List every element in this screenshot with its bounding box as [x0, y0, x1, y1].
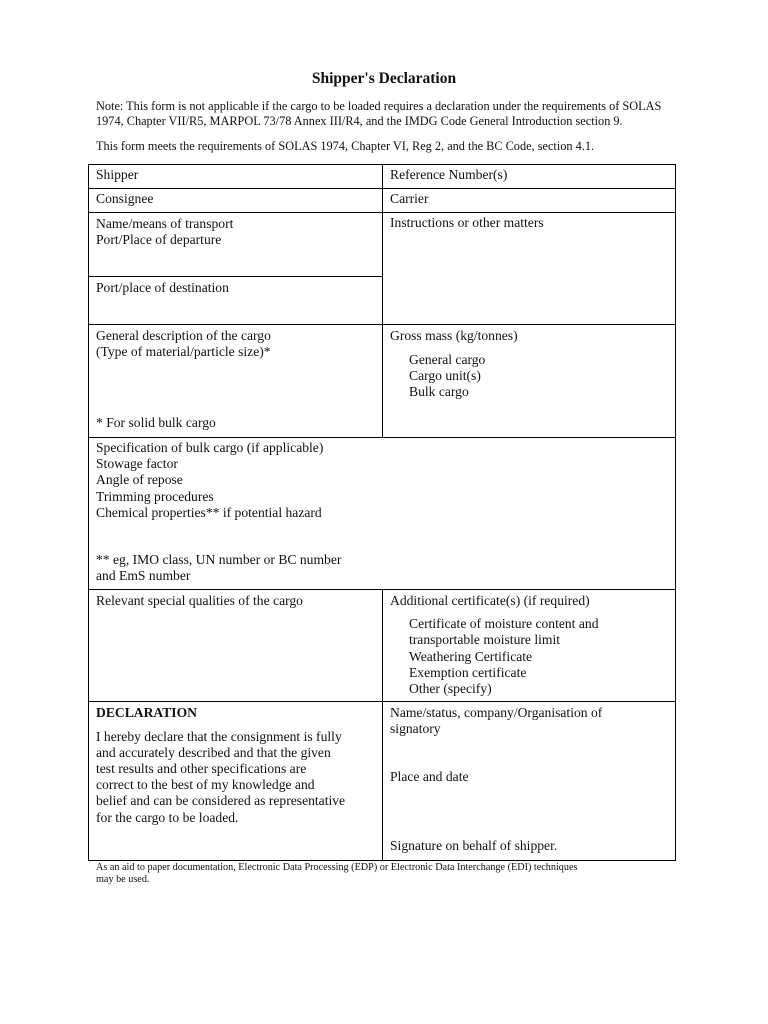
declaration-line-4: correct to the best of my knowledge and [96, 777, 315, 792]
shipper-label: Shipper [96, 167, 139, 182]
spec-line-4: Trimming procedures [96, 489, 214, 504]
declaration-heading: DECLARATION [96, 705, 197, 720]
certificate-item-1-cont: transportable moisture limit [409, 632, 561, 647]
special-qualities-label: Relevant special qualities of the cargo [96, 593, 303, 608]
signature-label: Signature on behalf of shipper. [390, 838, 558, 853]
spec-footnote-line-1: ** eg, IMO class, UN number or BC number [96, 552, 342, 567]
table-border-right [675, 164, 676, 861]
footer-note-line-2: may be used. [96, 874, 150, 885]
spec-line-3: Angle of repose [96, 472, 183, 487]
instructions-label: Instructions or other matters [390, 215, 544, 230]
certificate-item-3: Exemption certificate [409, 665, 527, 680]
reference-number-label: Reference Number(s) [390, 167, 508, 182]
applicability-note-line-2: 1974, Chapter VII/R5, MARPOL 73/78 Annex III/R4, and the IMDG Code General Introduction section 9. [96, 114, 623, 128]
spec-line-5: Chemical properties** if potential hazard [96, 505, 322, 520]
transport-label: Name/means of transport [96, 216, 234, 231]
spec-line-2: Stowage factor [96, 456, 178, 471]
certificate-item-1: Certificate of moisture content and [409, 616, 599, 631]
gross-item-general: General cargo [409, 352, 486, 367]
requirements-note: This form meets the requirements of SOLAS 1974, Chapter VI, Reg 2, and the BC Code, section 4.1. [96, 139, 595, 153]
certificate-item-2: Weathering Certificate [409, 649, 533, 664]
declaration-line-6: for the cargo to be loaded. [96, 810, 239, 825]
footer-note-line-1: As an aid to paper documentation, Electronic Data Processing (EDP) or Electronic Data Interchange (EDI) techniques [96, 862, 578, 873]
applicability-note-line-1: Note: This form is not applicable if the cargo to be loaded requires a declaration under the requirements of SOLAS [96, 99, 662, 113]
declaration-line-1: I hereby declare that the consignment is fully [96, 729, 342, 744]
declaration-line-5: belief and can be considered as representative [96, 793, 346, 808]
row-divider-transport [88, 276, 383, 277]
signatory-label-line-1: Name/status, company/Organisation of [390, 705, 603, 720]
departure-label: Port/Place of departure [96, 232, 222, 247]
column-divider-upper [382, 164, 383, 437]
consignee-label: Consignee [96, 191, 154, 206]
spec-footnote-line-2: and EmS number [96, 568, 191, 583]
destination-label: Port/place of destination [96, 280, 229, 295]
carrier-label: Carrier [390, 191, 429, 206]
certificates-label: Additional certificate(s) (if required) [390, 593, 590, 608]
certificate-item-4: Other (specify) [409, 681, 492, 696]
cargo-description-label: General description of the cargo [96, 328, 271, 343]
spec-line-1: Specification of bulk cargo (if applicable) [96, 440, 324, 455]
gross-item-cargo-unit: Cargo unit(s) [409, 368, 481, 383]
declaration-line-3: test results and other specifications are [96, 761, 307, 776]
place-date-label: Place and date [390, 769, 469, 784]
gross-item-bulk: Bulk cargo [409, 384, 469, 399]
gross-mass-label: Gross mass (kg/tonnes) [390, 328, 518, 343]
column-divider-lower [382, 589, 383, 861]
declaration-line-2: and accurately described and that the given [96, 745, 331, 760]
table-border-left [88, 164, 89, 861]
cargo-type-label: (Type of material/particle size)* [96, 344, 271, 359]
row-divider-4 [88, 437, 676, 438]
solid-bulk-note: * For solid bulk cargo [96, 415, 216, 430]
form-title: Shipper's Declaration [311, 70, 457, 87]
signatory-label-line-2: signatory [390, 721, 441, 736]
